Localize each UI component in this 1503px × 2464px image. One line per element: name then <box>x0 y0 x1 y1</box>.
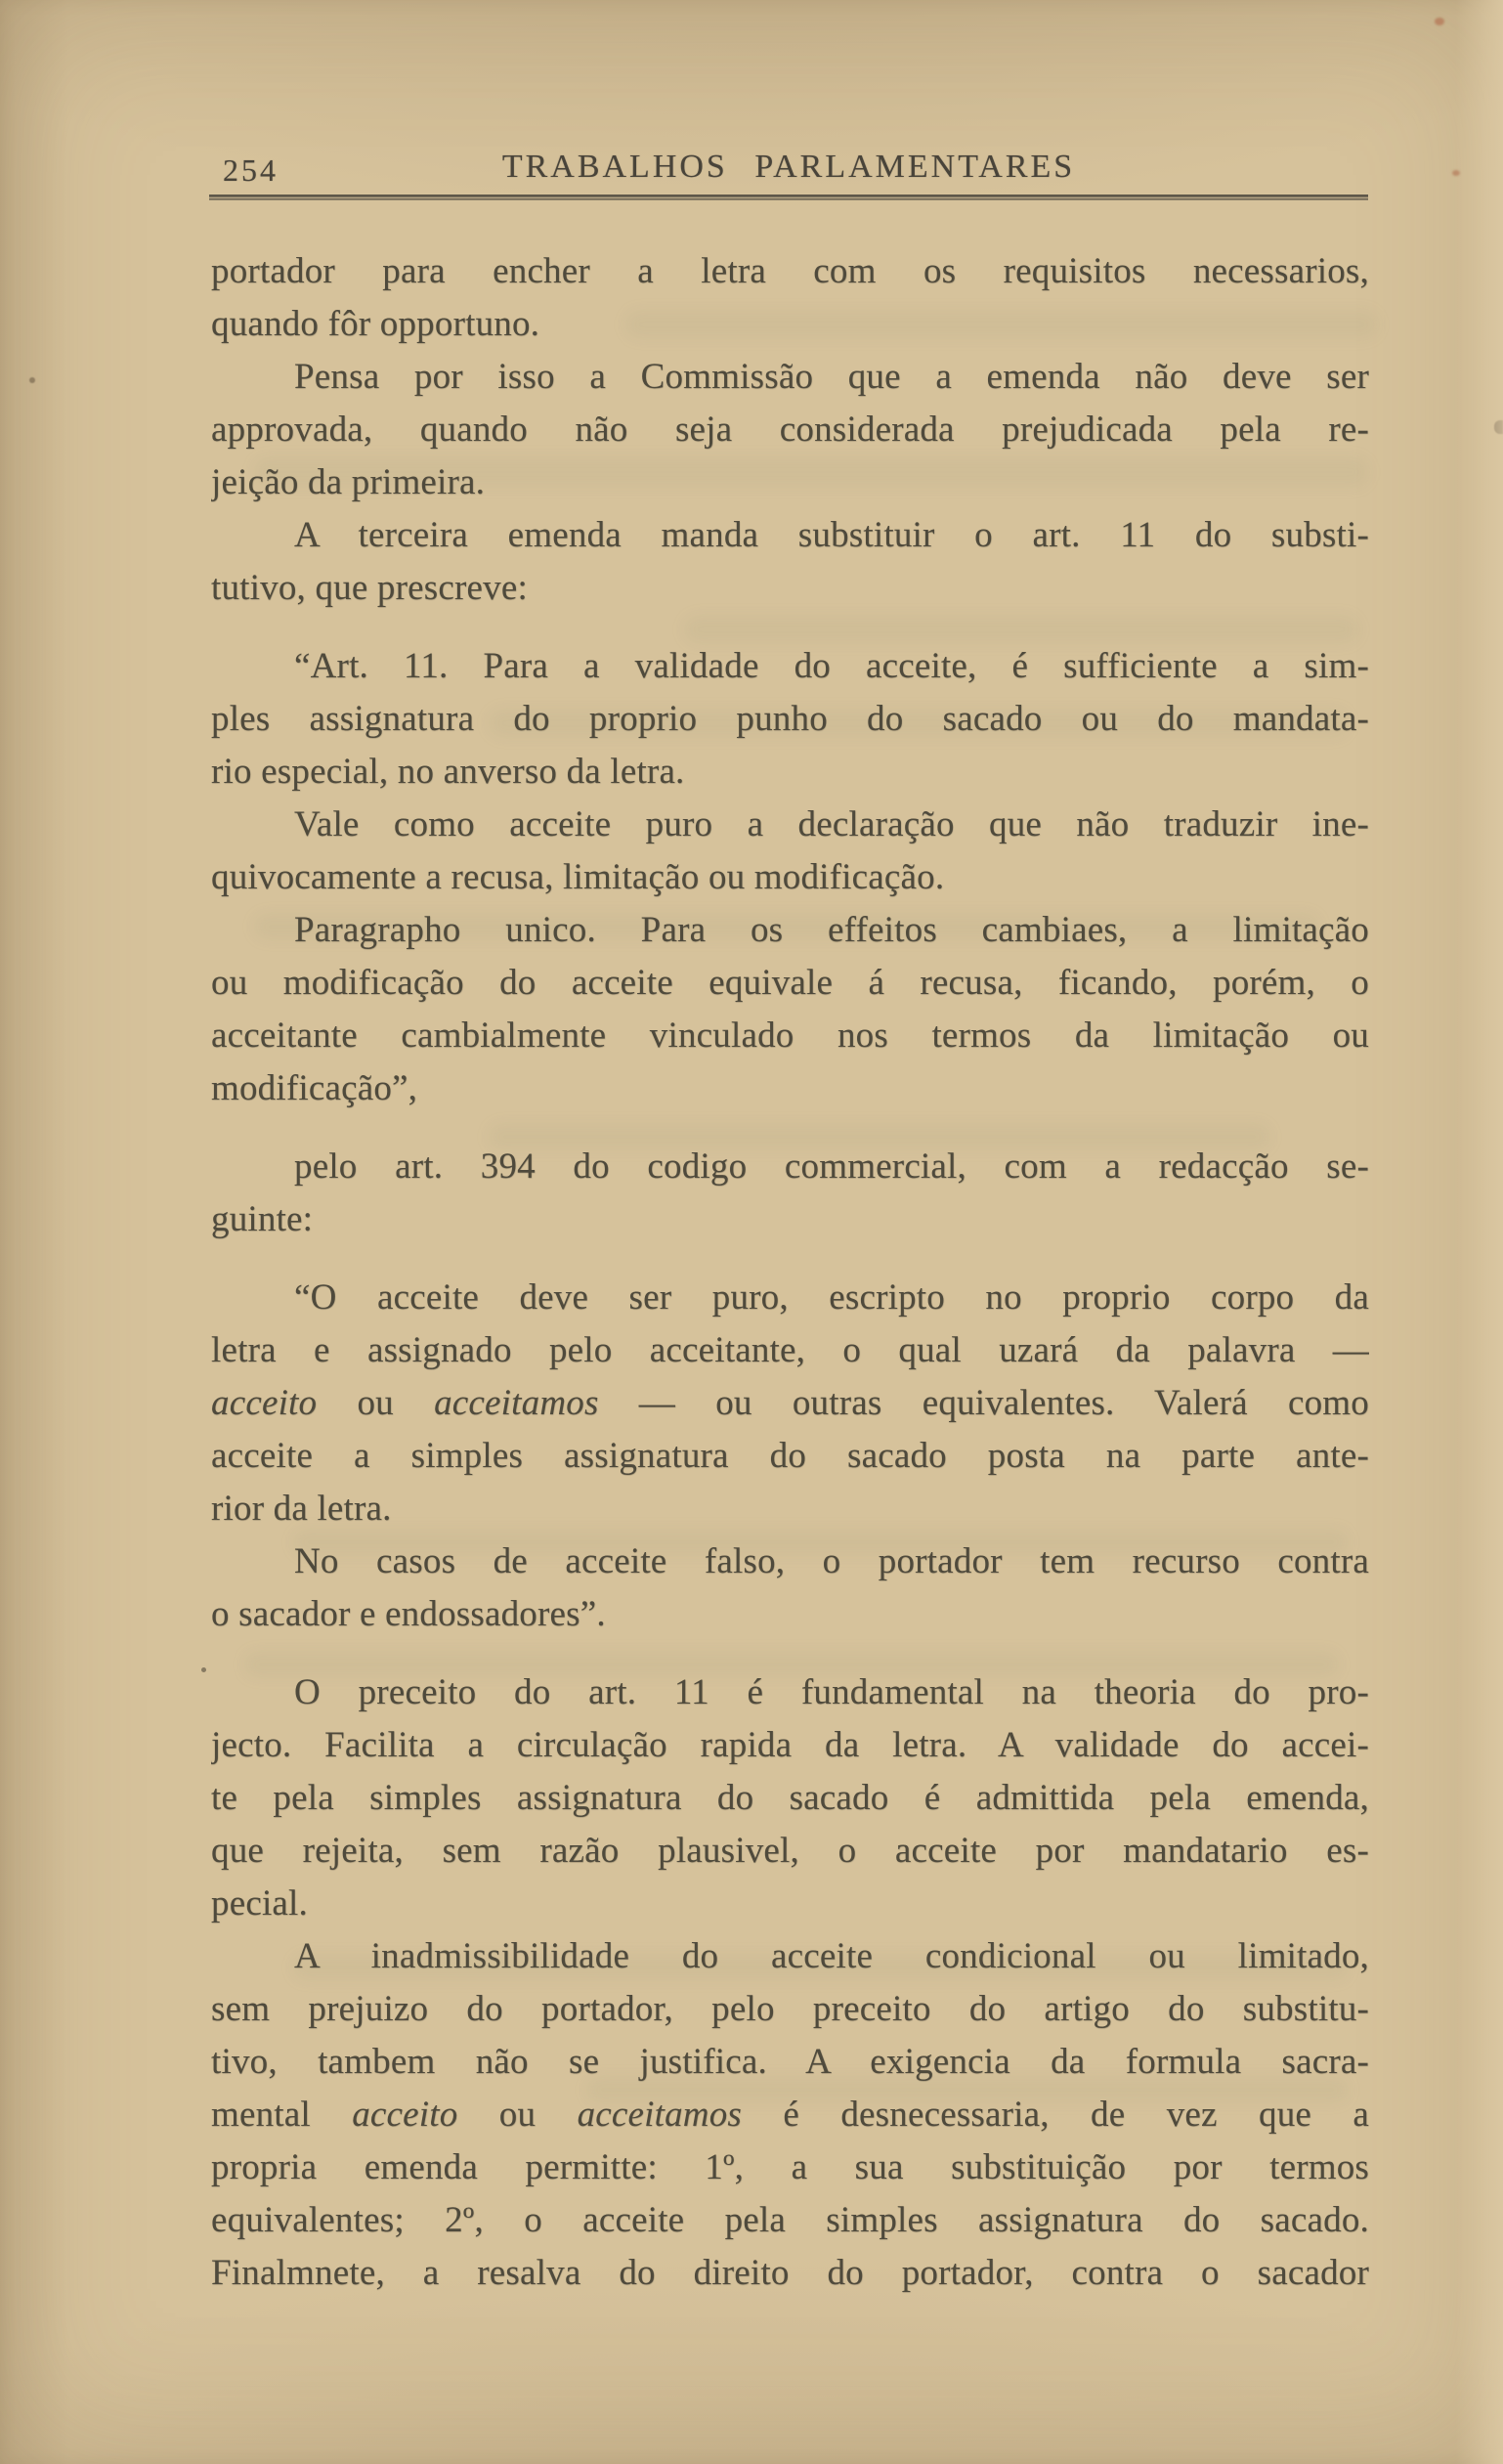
text-line <box>211 1377 1369 1430</box>
italic-text: acceitamos <box>434 1383 599 1423</box>
text-line <box>211 1324 1369 1377</box>
text-line <box>211 851 1369 904</box>
running-title: TRABALHOS PARLAMENTARES <box>501 149 1076 185</box>
text-segment: que rejeita, sem razão plausivel, o acceite por mandatario es- <box>211 1831 1369 1871</box>
paper-speck <box>1494 420 1503 434</box>
italic-text: acceito <box>211 1383 318 1423</box>
text-segment: jeição da primeira. <box>211 462 486 502</box>
text-line <box>211 746 1369 799</box>
text-line <box>211 799 1369 851</box>
paragraph <box>211 1666 1369 1930</box>
paper-speck <box>1435 18 1444 25</box>
text-segment: pecial. <box>211 1883 308 1924</box>
text-segment: ples assignatura do proprio punho do sacado ou do mandata- <box>211 699 1369 739</box>
text-line <box>211 1719 1369 1772</box>
text-line <box>211 1588 1369 1641</box>
text-segment: te pela simples assignatura do sacado é admittida pela emenda, <box>211 1778 1369 1818</box>
text-segment: Pensa por isso a Commissão que a emenda não deve ser <box>294 357 1369 397</box>
text-segment: acceite a simples assignatura do sacado posta na parte ante- <box>211 1436 1369 1476</box>
text-line <box>211 2036 1369 2089</box>
text-segment: “Art. 11. Para a validade do acceite, é sufficiente a sim- <box>294 646 1369 686</box>
header-rule <box>209 195 1368 200</box>
text-line <box>211 640 1369 693</box>
text-segment: equivalentes; 2º, o acceite pela simples assignatura do sacado. <box>211 2200 1369 2240</box>
text-segment: quivocamente a recusa, limitação ou modificação. <box>211 857 945 897</box>
text-segment: portador para encher a letra com os requisitos necessarios, <box>211 251 1369 291</box>
page-number: 254 <box>223 152 279 188</box>
text-segment: O preceito do art. 11 é fundamental na theoria do pro- <box>294 1672 1369 1712</box>
paragraph <box>211 1535 1369 1641</box>
text-segment: A terceira emenda manda substituir o art. 11 do substi- <box>294 515 1369 555</box>
text-line <box>211 2141 1369 2194</box>
text-segment: quando fôr opportuno. <box>211 304 540 344</box>
text-segment: ou <box>457 2095 578 2135</box>
text-segment: rio especial, no anverso da letra. <box>211 752 685 792</box>
text-line <box>211 1483 1369 1535</box>
text-line <box>211 1930 1369 1983</box>
paper-speck <box>29 377 35 383</box>
text-line <box>211 1535 1369 1588</box>
page-edge-highlight <box>1456 0 1503 2464</box>
text-segment: No casos de acceite falso, o portador tem recurso contra <box>294 1541 1369 1581</box>
text-segment: — ou outras equivalentes. Valerá como <box>598 1383 1369 1423</box>
text-line <box>211 1825 1369 1878</box>
paragraph <box>211 1141 1369 1246</box>
text-segment: A inadmissibilidade do acceite condicional ou limitado, <box>294 1936 1369 1976</box>
text-segment: mental <box>211 2095 353 2135</box>
text-line <box>211 1772 1369 1825</box>
text-line <box>211 1062 1369 1115</box>
text-segment: ou modificação do acceite equivale á recusa, ficando, porém, o <box>211 963 1369 1003</box>
text-segment: guinte: <box>211 1199 314 1239</box>
paper-speck <box>1452 170 1460 176</box>
text-line <box>211 351 1369 404</box>
text-segment: tivo, tambem não se justifica. A exigencia da formula sacra- <box>211 2042 1369 2082</box>
text-line <box>211 1141 1369 1193</box>
page-body <box>211 245 1369 2300</box>
text-line <box>211 298 1369 351</box>
text-line <box>211 2089 1369 2141</box>
paper-speck <box>201 1667 206 1672</box>
text-line <box>211 2247 1369 2300</box>
text-segment: modificação”, <box>211 1068 418 1108</box>
text-line <box>211 1666 1369 1719</box>
text-segment: approvada, quando não seja considerada prejudicada pela re- <box>211 410 1369 450</box>
text-segment: é desnecessaria, de vez que a <box>742 2095 1369 2135</box>
paragraph <box>211 1930 1369 2300</box>
text-line <box>211 245 1369 298</box>
italic-text: acceito <box>352 2095 458 2135</box>
text-line <box>211 1983 1369 2036</box>
paragraph <box>211 1272 1369 1535</box>
text-segment: o sacador e endossadores”. <box>211 1594 606 1634</box>
paragraph <box>211 245 1369 351</box>
text-line <box>211 562 1369 615</box>
text-line <box>211 904 1369 957</box>
text-segment: Finalmnete, a resalva do direito do portador, contra o sacador <box>211 2253 1369 2293</box>
paragraph <box>211 509 1369 615</box>
text-line <box>211 2194 1369 2247</box>
text-line <box>211 1878 1369 1930</box>
text-segment: rior da letra. <box>211 1489 392 1529</box>
italic-text: acceitamos <box>577 2095 743 2135</box>
paragraph <box>211 351 1369 509</box>
text-segment: sem prejuizo do portador, pelo preceito do artigo do substitu- <box>211 1989 1369 2029</box>
paragraph <box>211 799 1369 904</box>
text-segment: pelo art. 394 do codigo commercial, com a redacção se- <box>294 1146 1369 1187</box>
text-segment: jecto. Facilita a circulação rapida da letra. A validade do accei- <box>211 1725 1369 1765</box>
text-line <box>211 456 1369 509</box>
text-segment: “O acceite deve ser puro, escripto no proprio corpo da <box>294 1277 1369 1318</box>
text-segment: tutivo, que prescreve: <box>211 568 528 608</box>
text-line <box>211 1272 1369 1324</box>
text-segment: letra e assignado pelo acceitante, o qual uzará da palavra — <box>211 1330 1369 1370</box>
text-segment: Vale como acceite puro a declaração que não traduzir ine- <box>294 804 1369 844</box>
text-line <box>211 1193 1369 1246</box>
text-segment: acceitante cambialmente vinculado nos termos da limitação ou <box>211 1016 1369 1056</box>
text-line <box>211 1010 1369 1062</box>
text-segment: Paragrapho unico. Para os effeitos cambiaes, a limitação <box>294 910 1369 950</box>
text-line <box>211 1430 1369 1483</box>
text-segment: ou <box>317 1383 435 1423</box>
text-line <box>211 957 1369 1010</box>
paragraph <box>211 640 1369 799</box>
text-line <box>211 404 1369 456</box>
text-line <box>211 509 1369 562</box>
text-segment: propria emenda permitte: 1º, a sua substituição por termos <box>211 2147 1369 2187</box>
text-line <box>211 693 1369 746</box>
paragraph <box>211 904 1369 1115</box>
